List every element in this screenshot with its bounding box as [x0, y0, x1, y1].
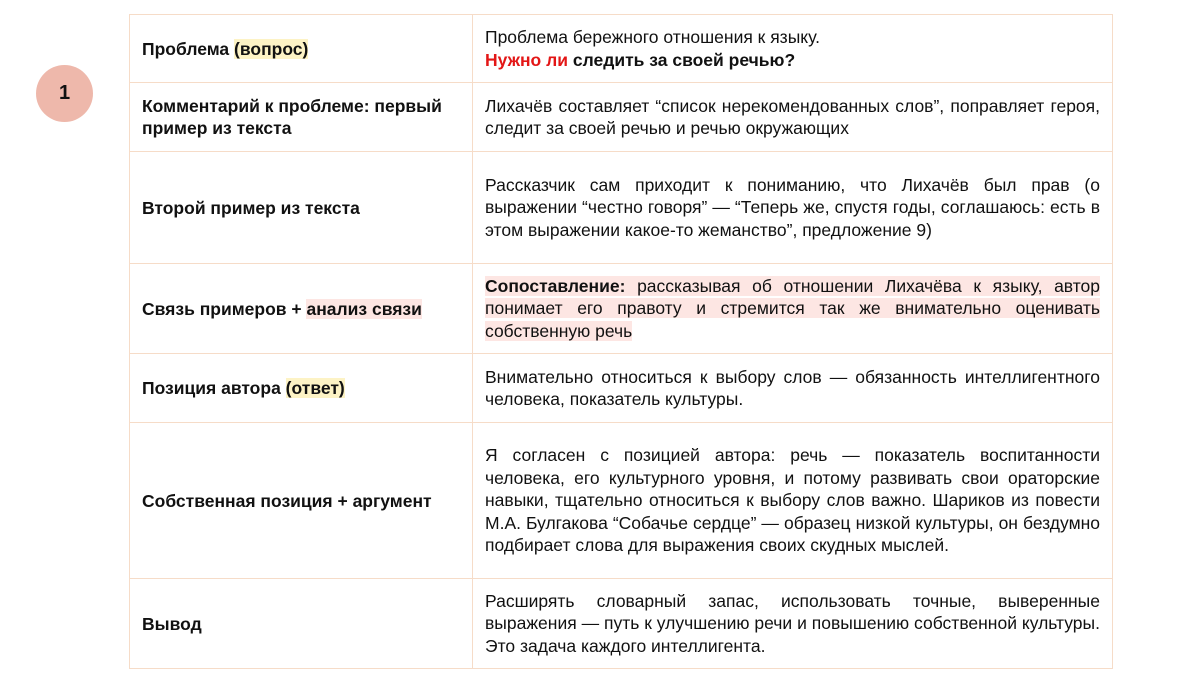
comparison-text: рассказывая об отношении Лихачёва к языку, автор понимает его правоту и стремится так же внимательно оценивать собственную речь	[485, 275, 1100, 341]
table-row-own-position	[130, 423, 1113, 579]
label-text: Связь примеров +	[142, 298, 307, 319]
label-text: Проблема	[142, 38, 235, 59]
row-content-conclusion: Расширять словарный запас, использовать точные, выверенные выражения — путь к улучшению речи и повышению собственной культуры. Это задача каждого интеллигента.	[473, 579, 1113, 669]
problem-question	[485, 49, 1100, 72]
row-label-comment: Комментарий к проблеме: первый пример из текста	[130, 83, 473, 152]
row-label-conclusion: Вывод	[130, 579, 473, 669]
comparison-heading: Сопоставление:	[485, 275, 626, 296]
problem-statement: Проблема бережного отношения к языку.	[485, 27, 820, 47]
row-content-author-position: Внимательно относиться к выбору слов — обязанность интеллигентного человека, показатель культуры.	[473, 354, 1113, 423]
label-highlight: (ответ)	[285, 378, 345, 398]
label-highlight: анализ связи	[306, 298, 422, 319]
table-row-example2	[130, 152, 1113, 264]
label-highlight: (вопрос)	[234, 38, 309, 59]
table-row-problem	[130, 15, 1113, 83]
slide-number-badge: 1	[36, 65, 93, 122]
essay-plan-table	[129, 14, 1113, 669]
row-label-example2: Второй пример из текста	[130, 152, 473, 264]
table-row-conclusion	[130, 579, 1113, 669]
row-content-comment: Лихачёв составляет “список нерекомендованных слов”, поправляет героя, следит за своей речью и речью окружающих	[473, 83, 1113, 152]
table-row-comment-example1	[130, 83, 1113, 152]
row-label-problem	[130, 15, 473, 83]
question-red-text: Нужно ли	[485, 49, 568, 70]
question-bold-text: следить за своей речью?	[568, 49, 796, 70]
row-content-own-position: Я согласен с позицией автора: речь — показатель воспитанности человека, его культурного уровня, и потому развивать свои ораторские навыки, тщательно относиться к выбору слов важно. Шариков из повести М.А. Булгакова “Собачье сердце” — образец низкой культуры, он бездумно подбирает слова для выражения своих скудных мыслей.	[473, 423, 1113, 579]
row-label-author-position	[130, 354, 473, 423]
row-content-link	[473, 264, 1113, 354]
row-label-link	[130, 264, 473, 354]
row-content-example2: Рассказчик сам приходит к пониманию, что Лихачёв был прав (о выражении “честно говоря” — “Теперь же, спустя годы, соглашаюсь: есть в этом выражении какое-то жеманство”, предложение 9)	[473, 152, 1113, 264]
row-content-problem	[473, 15, 1113, 83]
table-row-link-analysis	[130, 264, 1113, 354]
table-row-author-position	[130, 354, 1113, 423]
label-text: Позиция автора	[142, 378, 286, 398]
row-label-own-position: Собственная позиция + аргумент	[130, 423, 473, 579]
